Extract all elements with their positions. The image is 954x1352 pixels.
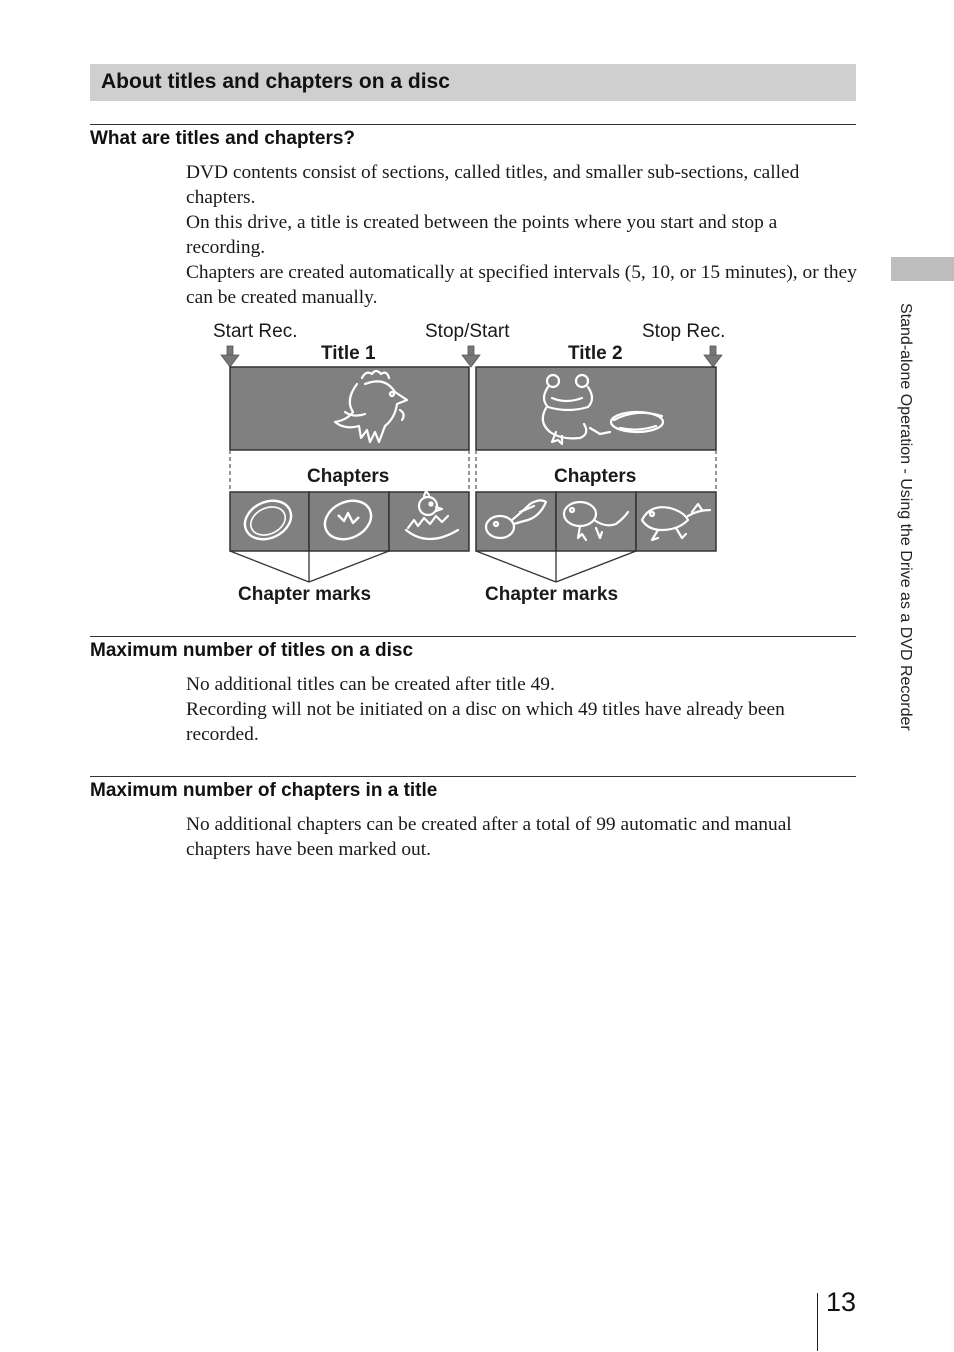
section-divider bbox=[90, 776, 856, 777]
chapter-panel bbox=[636, 492, 716, 551]
subheading-titles-chapters: What are titles and chapters? bbox=[90, 128, 356, 149]
chapter-panel bbox=[476, 492, 556, 551]
start-rec-arrow-icon bbox=[221, 346, 239, 367]
section-divider bbox=[90, 124, 856, 125]
title2-label: Title 2 bbox=[568, 343, 623, 364]
page-number: 13 bbox=[826, 1287, 857, 1317]
page-number-rule bbox=[817, 1293, 818, 1351]
body-text-max-titles bbox=[186, 672, 858, 747]
paragraph: No additional chapters can be created after a total of 99 automatic and manual chapters have been marked out. bbox=[186, 814, 792, 860]
stop-start-arrow-icon bbox=[462, 346, 480, 367]
body-text-titles-chapters bbox=[186, 160, 858, 310]
section-title: About titles and chapters on a disc bbox=[101, 70, 450, 93]
section-divider bbox=[90, 636, 856, 637]
subheading-max-titles: Maximum number of titles on a disc bbox=[90, 640, 414, 661]
section-banner bbox=[90, 64, 856, 101]
chapter-panel bbox=[556, 492, 636, 551]
frog-icon bbox=[543, 375, 663, 444]
hatching-chick-icon bbox=[406, 491, 458, 539]
stop-rec-label: Stop Rec. bbox=[642, 321, 726, 342]
title2-panel bbox=[476, 367, 716, 450]
paragraph: No additional titles can be created after title 49. bbox=[186, 674, 555, 695]
chapter-panel bbox=[230, 492, 309, 551]
side-tab-label: Stand-alone Operation - Using the Drive as a DVD Recorder bbox=[897, 303, 914, 731]
chapter-panel bbox=[309, 492, 389, 551]
paragraph: On this drive, a title is created between the points where you start and stop a recording. bbox=[186, 212, 778, 258]
chapter-marks1-label: Chapter marks bbox=[238, 584, 372, 605]
chapter-marks2-label: Chapter marks bbox=[485, 584, 619, 605]
cracked-egg-icon bbox=[319, 494, 378, 547]
stop-rec-arrow-icon bbox=[704, 346, 722, 367]
chapters2-label: Chapters bbox=[554, 466, 637, 487]
subheading-max-chapters: Maximum number of chapters in a title bbox=[90, 780, 438, 801]
start-rec-label: Start Rec. bbox=[213, 321, 298, 342]
young-frog-icon bbox=[642, 504, 710, 540]
stop-start-label: Stop/Start bbox=[425, 321, 510, 342]
title1-label: Title 1 bbox=[321, 343, 376, 364]
title1-panel bbox=[230, 367, 469, 450]
tadpole-icon bbox=[486, 500, 546, 538]
paragraph: Recording will not be initiated on a disc on which 49 titles have already been recorded. bbox=[186, 699, 785, 745]
egg-icon bbox=[239, 494, 298, 547]
paragraph: DVD contents consist of sections, called titles, and smaller sub-sections, called chapters. bbox=[186, 162, 800, 208]
paragraph: Chapters are created automatically at specified intervals (5, 10, or 15 minutes), or they can be created manually. bbox=[186, 262, 857, 308]
body-text-max-chapters bbox=[186, 812, 858, 862]
tadpole-legs-icon bbox=[564, 502, 628, 540]
rooster-icon bbox=[335, 371, 407, 442]
side-tab-marker bbox=[891, 257, 954, 281]
chapter-panel bbox=[389, 492, 469, 551]
chapters1-label: Chapters bbox=[307, 466, 390, 487]
